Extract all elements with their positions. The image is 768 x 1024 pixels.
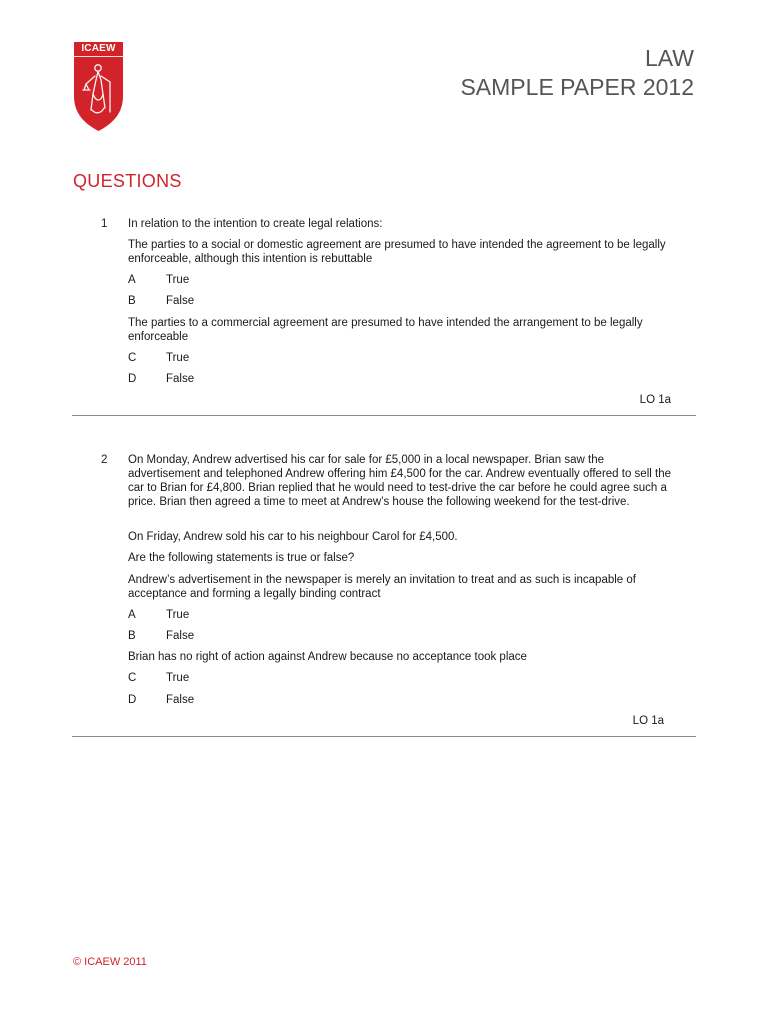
option-letter: B	[128, 630, 136, 642]
option-text: True	[166, 672, 190, 684]
learning-outcome: LO 1a	[632, 715, 664, 727]
option-letter: B	[128, 295, 136, 307]
title-subject: LAW	[645, 45, 694, 71]
option-text: False	[166, 694, 195, 706]
copyright-footer: © ICAEW 2011	[73, 956, 147, 968]
option-letter: C	[128, 672, 137, 684]
question-statement: The parties to a social or domestic agreement are presumed to have intended the agreement to be legally enforceable, although this intention is rebuttable	[128, 239, 666, 265]
question-number: 2	[101, 454, 108, 466]
option-text: True	[166, 274, 190, 286]
logo-emblem	[74, 42, 123, 131]
question-scenario: On Monday, Andrew advertised his car for sale for £5,000 in a local newspaper. Brian saw the advertisement and telephoned Andrew offering him £4,500 for the car. Andrew eventually offered to sell the car to Brian for £4,800. Brian replied that he would need to test-drive the car before he could agree such a price. Brian then agreed a time to meet at Andrew’s house the following weekend for the test-drive.	[128, 454, 671, 508]
option-letter: A	[128, 274, 136, 286]
option-letter: D	[128, 694, 137, 706]
option-letter: D	[128, 373, 137, 385]
option-text: True	[166, 352, 190, 364]
document-title	[460, 44, 694, 102]
question-statement: The parties to a commercial agreement are presumed to have intended the arrangement to be legally enforceable	[128, 317, 643, 343]
option-text: False	[166, 295, 195, 307]
option-text: False	[166, 630, 195, 642]
logo-wordmark: ICAEW	[81, 43, 116, 54]
question-prompt: Are the following statements is true or false?	[128, 552, 355, 564]
learning-outcome: LO 1a	[639, 394, 671, 406]
title-paper: SAMPLE PAPER 2012	[460, 74, 694, 100]
option-text: True	[166, 609, 190, 621]
option-letter: A	[128, 609, 136, 621]
question-statement: Andrew’s advertisement in the newspaper is merely an invitation to treat and as such is incapable of acceptance and forming a legally binding contract	[128, 574, 636, 600]
section-heading: QUESTIONS	[73, 171, 182, 191]
question-statement: Brian has no right of action against Andrew because no acceptance took place	[128, 651, 527, 663]
question-divider	[72, 415, 696, 416]
option-letter: C	[128, 352, 137, 364]
question-scenario-2: On Friday, Andrew sold his car to his neighbour Carol for £4,500.	[128, 531, 458, 543]
option-text: False	[166, 373, 195, 385]
question-number: 1	[101, 218, 108, 230]
question-divider	[72, 736, 696, 737]
icaew-logo	[74, 42, 123, 131]
question-intro: In relation to the intention to create legal relations:	[128, 218, 383, 230]
